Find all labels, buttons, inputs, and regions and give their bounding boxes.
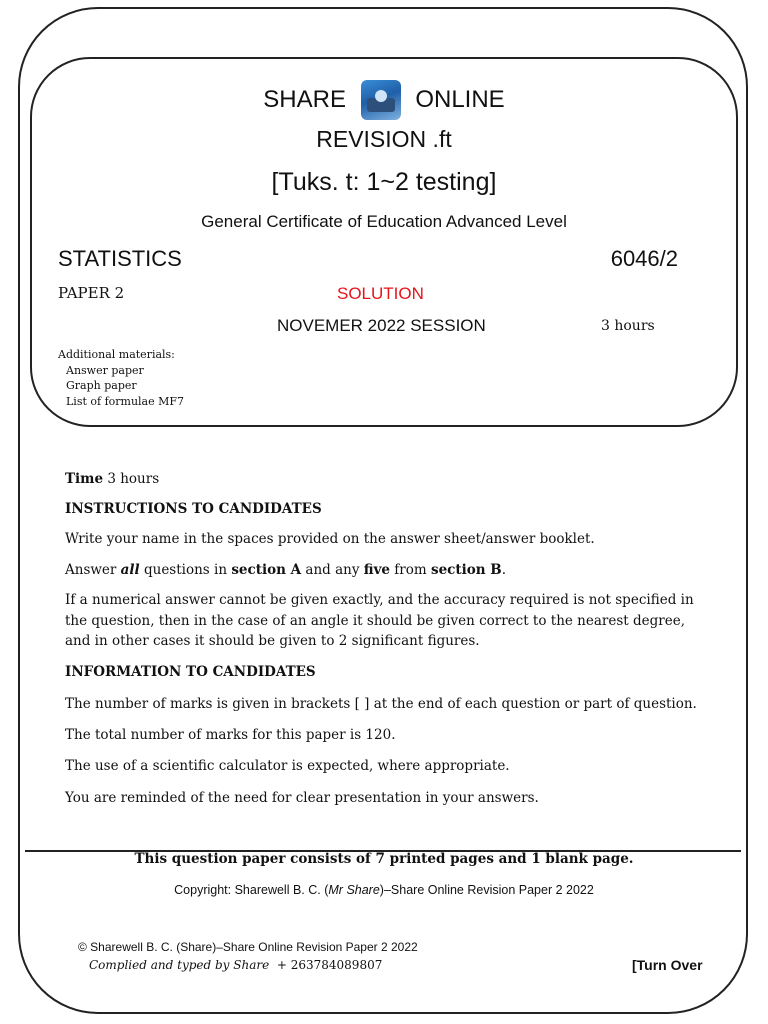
instruction-accuracy: If a numerical answer cannot be given exactly, and the accuracy required is not specified in the question, then in the case of an angle it should be given correct to the nearest degree, and in other cases it should be given to 2 significant figures. bbox=[65, 592, 694, 649]
time-label: Time bbox=[65, 471, 104, 487]
turn-over-label: [Turn Over bbox=[632, 957, 703, 973]
section-a-label: section A bbox=[231, 562, 302, 578]
answer-text: . bbox=[501, 562, 506, 578]
brand-online-text: ONLINE bbox=[415, 86, 505, 113]
instructions-heading-text: INSTRUCTIONS TO CANDIDATES bbox=[65, 501, 322, 517]
material-item: Graph paper bbox=[66, 379, 137, 392]
revision-title: REVISION .ft bbox=[316, 126, 452, 152]
info-calculator: The use of a scientific calculator is expected, where appropriate. bbox=[65, 758, 510, 774]
copyright-text: )–Share Online Revision Paper 2 2022 bbox=[379, 883, 594, 897]
compiled-by-line bbox=[89, 958, 382, 972]
brand-title-row bbox=[0, 80, 768, 120]
copyright-mr-share: Mr Share bbox=[328, 883, 380, 897]
instruction-answer bbox=[65, 560, 705, 580]
answer-all-emphasis: all bbox=[120, 562, 140, 578]
info-marks: The number of marks is given in brackets [ ] at the end of each question or part of question. bbox=[65, 696, 697, 712]
answer-text: Answer bbox=[65, 562, 121, 578]
instructions-heading bbox=[65, 499, 705, 519]
subject-name: STATISTICS bbox=[58, 246, 182, 271]
answer-text: from bbox=[390, 562, 431, 578]
share-online-logo-icon bbox=[361, 80, 401, 120]
information-heading-text: INFORMATION TO CANDIDATES bbox=[65, 664, 316, 680]
contact-phone: + 263784089807 bbox=[276, 958, 383, 972]
copyright-text: Copyright: Sharewell B. C. ( bbox=[174, 883, 329, 897]
instruction-name: Write your name in the spaces provided on the answer sheet/answer booklet. bbox=[65, 531, 595, 547]
five-label: five bbox=[363, 562, 390, 578]
brand-share-text: SHARE bbox=[263, 86, 346, 113]
gce-level-heading: General Certificate of Education Advanced Level bbox=[201, 212, 567, 231]
solution-label: SOLUTION bbox=[337, 284, 424, 303]
exam-session: NOVEMER 2022 SESSION bbox=[277, 316, 486, 335]
time-line bbox=[65, 469, 705, 489]
information-heading bbox=[65, 662, 705, 682]
material-item: Answer paper bbox=[66, 363, 144, 377]
copyright-line bbox=[0, 883, 768, 897]
time-value: 3 hours bbox=[103, 471, 160, 487]
compiled-by-text: Complied and typed by Share bbox=[89, 958, 270, 972]
material-item: List of formulae MF7 bbox=[66, 394, 185, 408]
paper-number: PAPER 2 bbox=[58, 284, 125, 302]
answer-text: and any bbox=[301, 562, 364, 578]
page-count-note: This question paper consists of 7 printed pages and 1 blank page. bbox=[134, 851, 634, 867]
bottom-copyright: © Sharewell B. C. (Share)–Share Online Revision Paper 2 2022 bbox=[78, 940, 418, 954]
exam-duration: 3 hours bbox=[601, 318, 655, 334]
info-total: The total number of marks for this paper is 120. bbox=[65, 727, 396, 743]
testing-subtitle: [Tuks. t: 1~2 testing] bbox=[271, 168, 497, 196]
section-b-label: section B bbox=[430, 562, 502, 578]
materials-label: Additional materials: bbox=[58, 348, 175, 361]
answer-text: questions in bbox=[139, 562, 232, 578]
subject-code: 6046/2 bbox=[610, 246, 678, 271]
additional-materials bbox=[58, 347, 184, 409]
info-presentation: You are reminded of the need for clear presentation in your answers. bbox=[65, 790, 539, 806]
